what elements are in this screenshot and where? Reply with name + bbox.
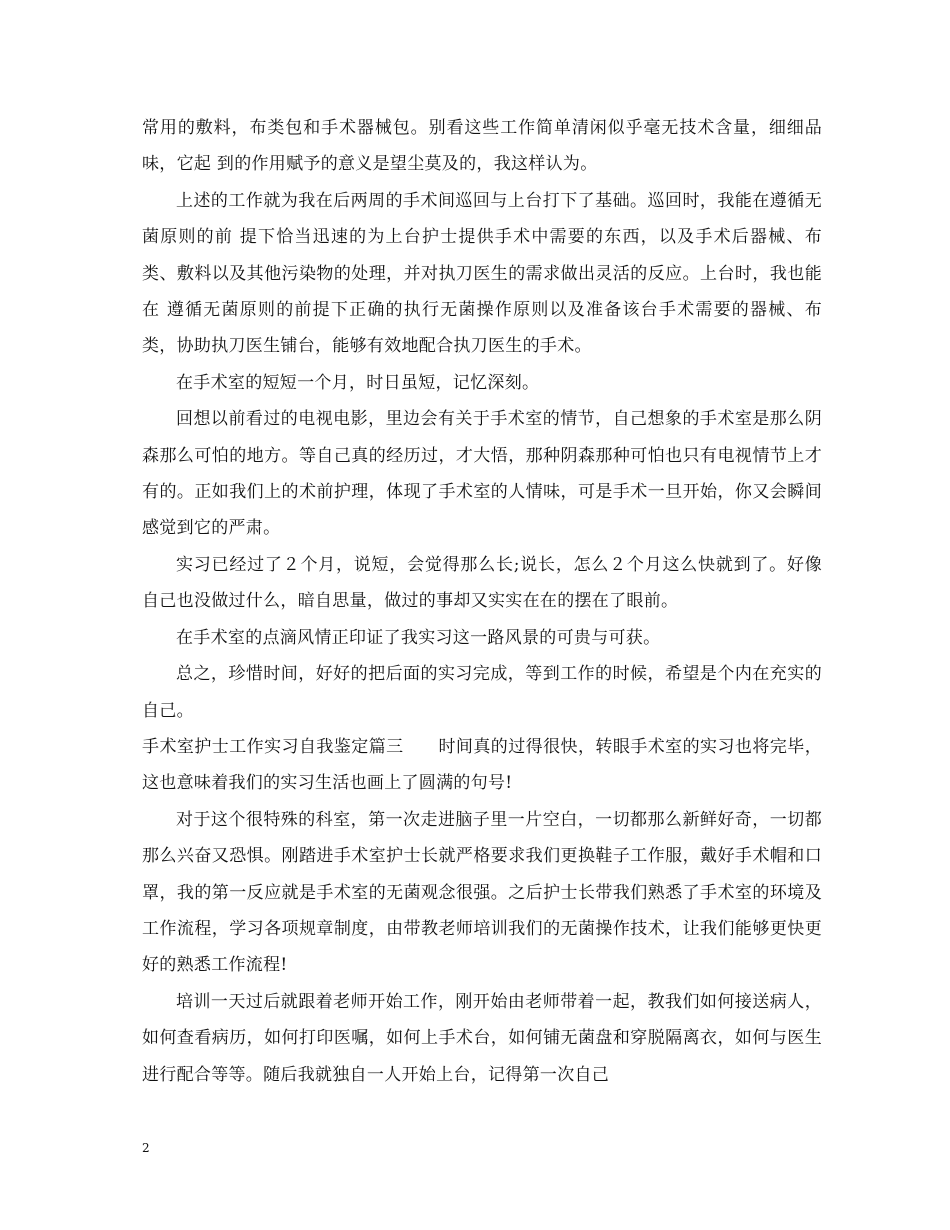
paragraph-4: 回想以前看过的电视电影，里边会有关于手术室的情节，自己想象的手术室是那么阴森那么可怕的地方。等自己真的经历过，才大悟，那种阴森那种可怕也只有电视情节上才有的。正如我们上的术前护理，体现了手术室的人情味，可是手术一旦开始，你又会瞬间感觉到它的严肃。 bbox=[142, 409, 822, 539]
section-heading-paragraph: 手术室护士工作实习自我鉴定篇三 时间真的过得很快，转眼手术室的实习也将完毕，这也意味着我们的实习生活也画上了圆满的句号! bbox=[142, 736, 822, 794]
document-body bbox=[142, 110, 822, 1093]
paragraph-3: 在手术室的短短一个月，时日虽短，记忆深刻。 bbox=[176, 372, 540, 393]
paragraph-7: 总之，珍惜时间，好好的把后面的实习完成，等到工作的时候，希望是个内在充实的自己。 bbox=[142, 664, 822, 721]
page-number: 2 bbox=[142, 1141, 150, 1155]
paragraph-5: 实习已经过了２个月，说短，会觉得那么长;说长，怎么２个月这么快就到了。好像自己也没做过什么，暗自思量，做过的事却又实实在在的摆在了眼前。 bbox=[142, 554, 822, 612]
paragraph-1: 常用的敷料，布类包和手术器械包。别看这些工作简单清闲似乎毫无技术含量，细细品味，它起 到的作用赋予的意义是望尘莫及的，我这样认为。 bbox=[142, 118, 822, 175]
paragraph-9: 对于这个很特殊的科室，第一次走进脑子里一片空白，一切都那么新鲜好奇，一切都那么兴奋又恐惧。刚踏进手术室护士长就严格要求我们更换鞋子工作服，戴好手术帽和口罩，我的第一反应就是手术室的无菌观念很强。之后护士长带我们熟悉了手术室的环境及工作流程，学习各项规章制度，由带教老师培训我们的无菌操作技术，让我们能够更快更好的熟悉工作流程! bbox=[142, 809, 822, 976]
paragraph-2: 上述的工作就为我在后两周的手术间巡回与上台打下了基础。巡回时，我能在遵循无菌原则的前 提下恰当迅速的为上台护士提供手术中需要的东西，以及手术后器械、布类、敷料以及其他污染物的处理，并对执刀医生的需求做出灵活的反应。上台时，我也能在 遵循无菌原则的前提下正确的执行无菌操作原则以及准备该台手术需要的器械、布类，协助执刀医生铺台，能够有效地配合执刀医生的手术。 bbox=[142, 190, 822, 357]
paragraph-6: 在手术室的点滴风情正印证了我实习这一路风景的可贵与可获。 bbox=[176, 627, 661, 648]
paragraph-10: 培训一天过后就跟着老师开始工作，刚开始由老师带着一起，教我们如何接送病人，如何查看病历，如何打印医嘱，如何上手术台，如何铺无菌盘和穿脱隔离衣，如何与医生进行配合等等。随后我就独自一人开始上台，记得第一次自己 bbox=[142, 991, 822, 1085]
